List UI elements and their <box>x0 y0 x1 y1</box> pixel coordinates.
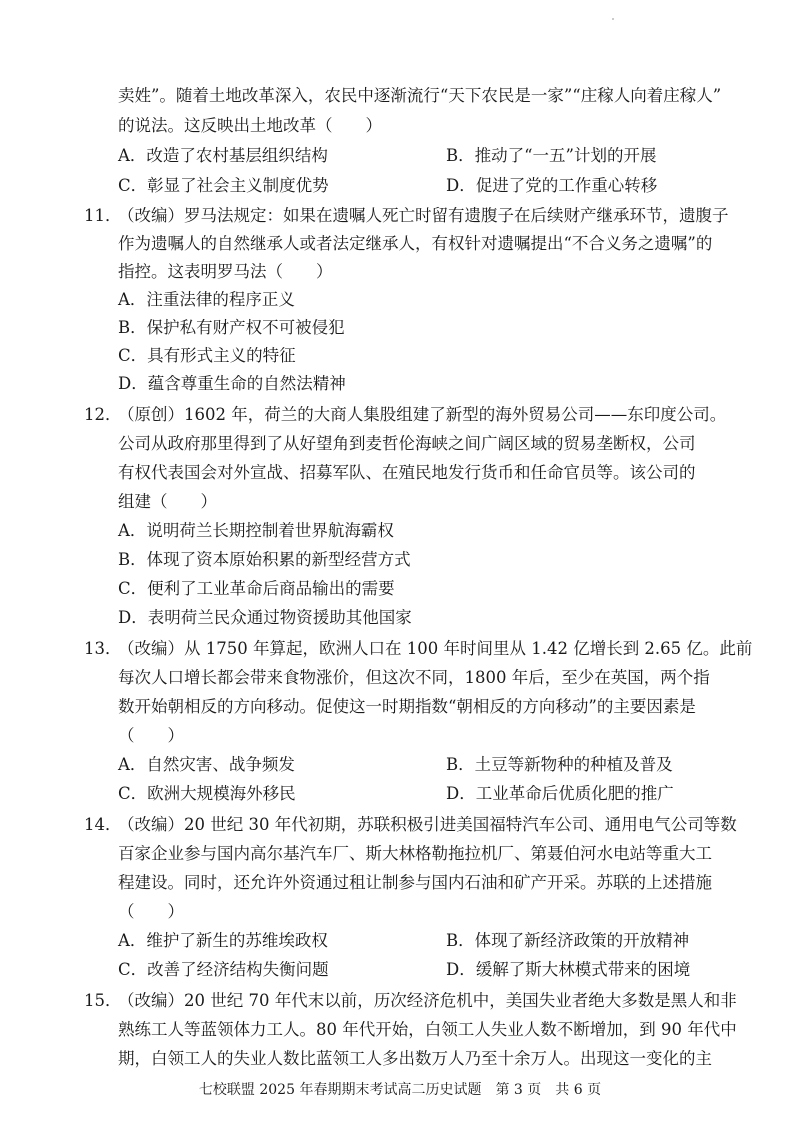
q10-line-1: 卖姓”。随着土地改革深入，农民中逐渐流行“天下农民是一家”“庄稼人向着庄稼人” <box>118 86 722 105</box>
q11-line-1: （改编）罗马法规定：如果在遗嘱人死亡时留有遗腹子在后续财产继承环节，遗腹子 <box>118 206 729 225</box>
q13-line-4: （ ） <box>118 726 184 745</box>
q11-option-d: D．蕴含尊重生命的自然法精神 <box>118 374 346 393</box>
q13-number: 13． <box>84 639 122 658</box>
q12-option-b: B．体现了资本原始积累的新型经营方式 <box>118 550 411 569</box>
q11-line-2: 作为遗嘱人的自然继承人或者法定继承人，有权针对遗嘱提出“不合义务之遗嘱”的 <box>118 234 713 253</box>
q10-line-2: 的说法。这反映出土地改革（ ） <box>118 116 382 135</box>
q13-line-3: 数开始朝相反的方向移动。促使这一时期指数“朝相反的方向移动”的主要因素是 <box>118 697 696 716</box>
q13-option-d: D．工业革命后优质化肥的推广 <box>446 784 674 803</box>
q13-option-c: C．欧洲大规模海外移民 <box>118 784 296 803</box>
q12-line-2: 公司从政府那里得到了从好望角到麦哲伦海峡之间广阔区域的贸易垄断权，公司 <box>118 434 696 453</box>
q12-option-d: D．表明荷兰民众通过物资援助其他国家 <box>118 608 412 627</box>
q14-option-c: C．改善了经济结构失衡问题 <box>118 960 329 979</box>
q15-line-3: 期，白领工人的失业人数比蓝领工人多出数万人乃至十余万人。出现这一变化的主 <box>118 1049 712 1068</box>
q11-number: 11． <box>84 206 122 225</box>
q12-option-a: A．说明荷兰长期控制着世界航海霸权 <box>118 521 394 540</box>
q14-number: 14． <box>84 815 122 834</box>
q12-line-3: 有权代表国会对外宣战、招募军队、在殖民地发行货币和任命官员等。该公司的 <box>118 463 696 482</box>
q14-line-1: （改编）20 世纪 30 年代初期，苏联积极引进美国福特汽车公司、通用电气公司等数 <box>118 815 737 834</box>
q10-option-a: A．改造了农村基层组织结构 <box>118 146 328 165</box>
q15-number: 15． <box>84 991 122 1010</box>
q15-line-2: 熟练工人等蓝领体力工人。80 年代开始，白领工人失业人数不断增加，到 90 年代中 <box>118 1020 737 1039</box>
scan-speck <box>612 18 614 20</box>
page-footer: 七校联盟 2025 年春期期末考试高二历史试题 第 3 页 共 6 页 <box>198 1082 602 1098</box>
q10-option-d: D．促进了党的工作重心转移 <box>446 176 658 195</box>
q14-line-3: 程建设。同时，还允许外资通过租让制参与国内石油和矿产开采。苏联的上述措施 <box>118 873 712 892</box>
q10-option-b: B．推动了“一五”计划的开展 <box>446 146 657 165</box>
q12-line-1: （原创）1602 年，荷兰的大商人集股组建了新型的海外贸易公司——东印度公司。 <box>118 405 727 424</box>
q13-option-b: B．土豆等新物种的种植及普及 <box>446 755 673 774</box>
q13-option-a: A．自然灾害、战争频发 <box>118 755 295 774</box>
q14-option-b: B．体现了新经济政策的开放精神 <box>446 931 690 950</box>
q11-option-a: A．注重法律的程序正义 <box>118 290 295 309</box>
q13-line-1: （改编）从 1750 年算起，欧洲人口在 100 年时间里从 1.42 亿增长到 2.65 亿。此前 <box>118 639 753 658</box>
q11-option-c: C．具有形式主义的特征 <box>118 346 296 365</box>
q13-line-2: 每次人口增长都会带来食物涨价，但这次不同，1800 年后，至少在英国，两个指 <box>118 668 710 687</box>
q12-line-4: 组建（ ） <box>118 492 217 511</box>
q11-option-b: B．保护私有财产权不可被侵犯 <box>118 318 345 337</box>
q14-option-d: D．缓解了斯大林模式带来的困境 <box>446 960 691 979</box>
q14-line-4: （ ） <box>118 902 184 921</box>
q15-line-1: （改编）20 世纪 70 年代末以前，历次经济危机中，美国失业者绝大多数是黑人和非 <box>118 991 737 1010</box>
q12-option-c: C．便利了工业革命后商品输出的需要 <box>118 579 395 598</box>
q10-option-c: C．彰显了社会主义制度优势 <box>118 176 329 195</box>
q11-line-3: 指控。这表明罗马法（ ） <box>118 262 333 281</box>
q14-option-a: A．维护了新生的苏维埃政权 <box>118 931 328 950</box>
q14-line-2: 百家企业参与国内高尔基汽车厂、斯大林格勒拖拉机厂、第聂伯河水电站等重大工 <box>118 844 712 863</box>
q12-number: 12． <box>84 405 122 424</box>
